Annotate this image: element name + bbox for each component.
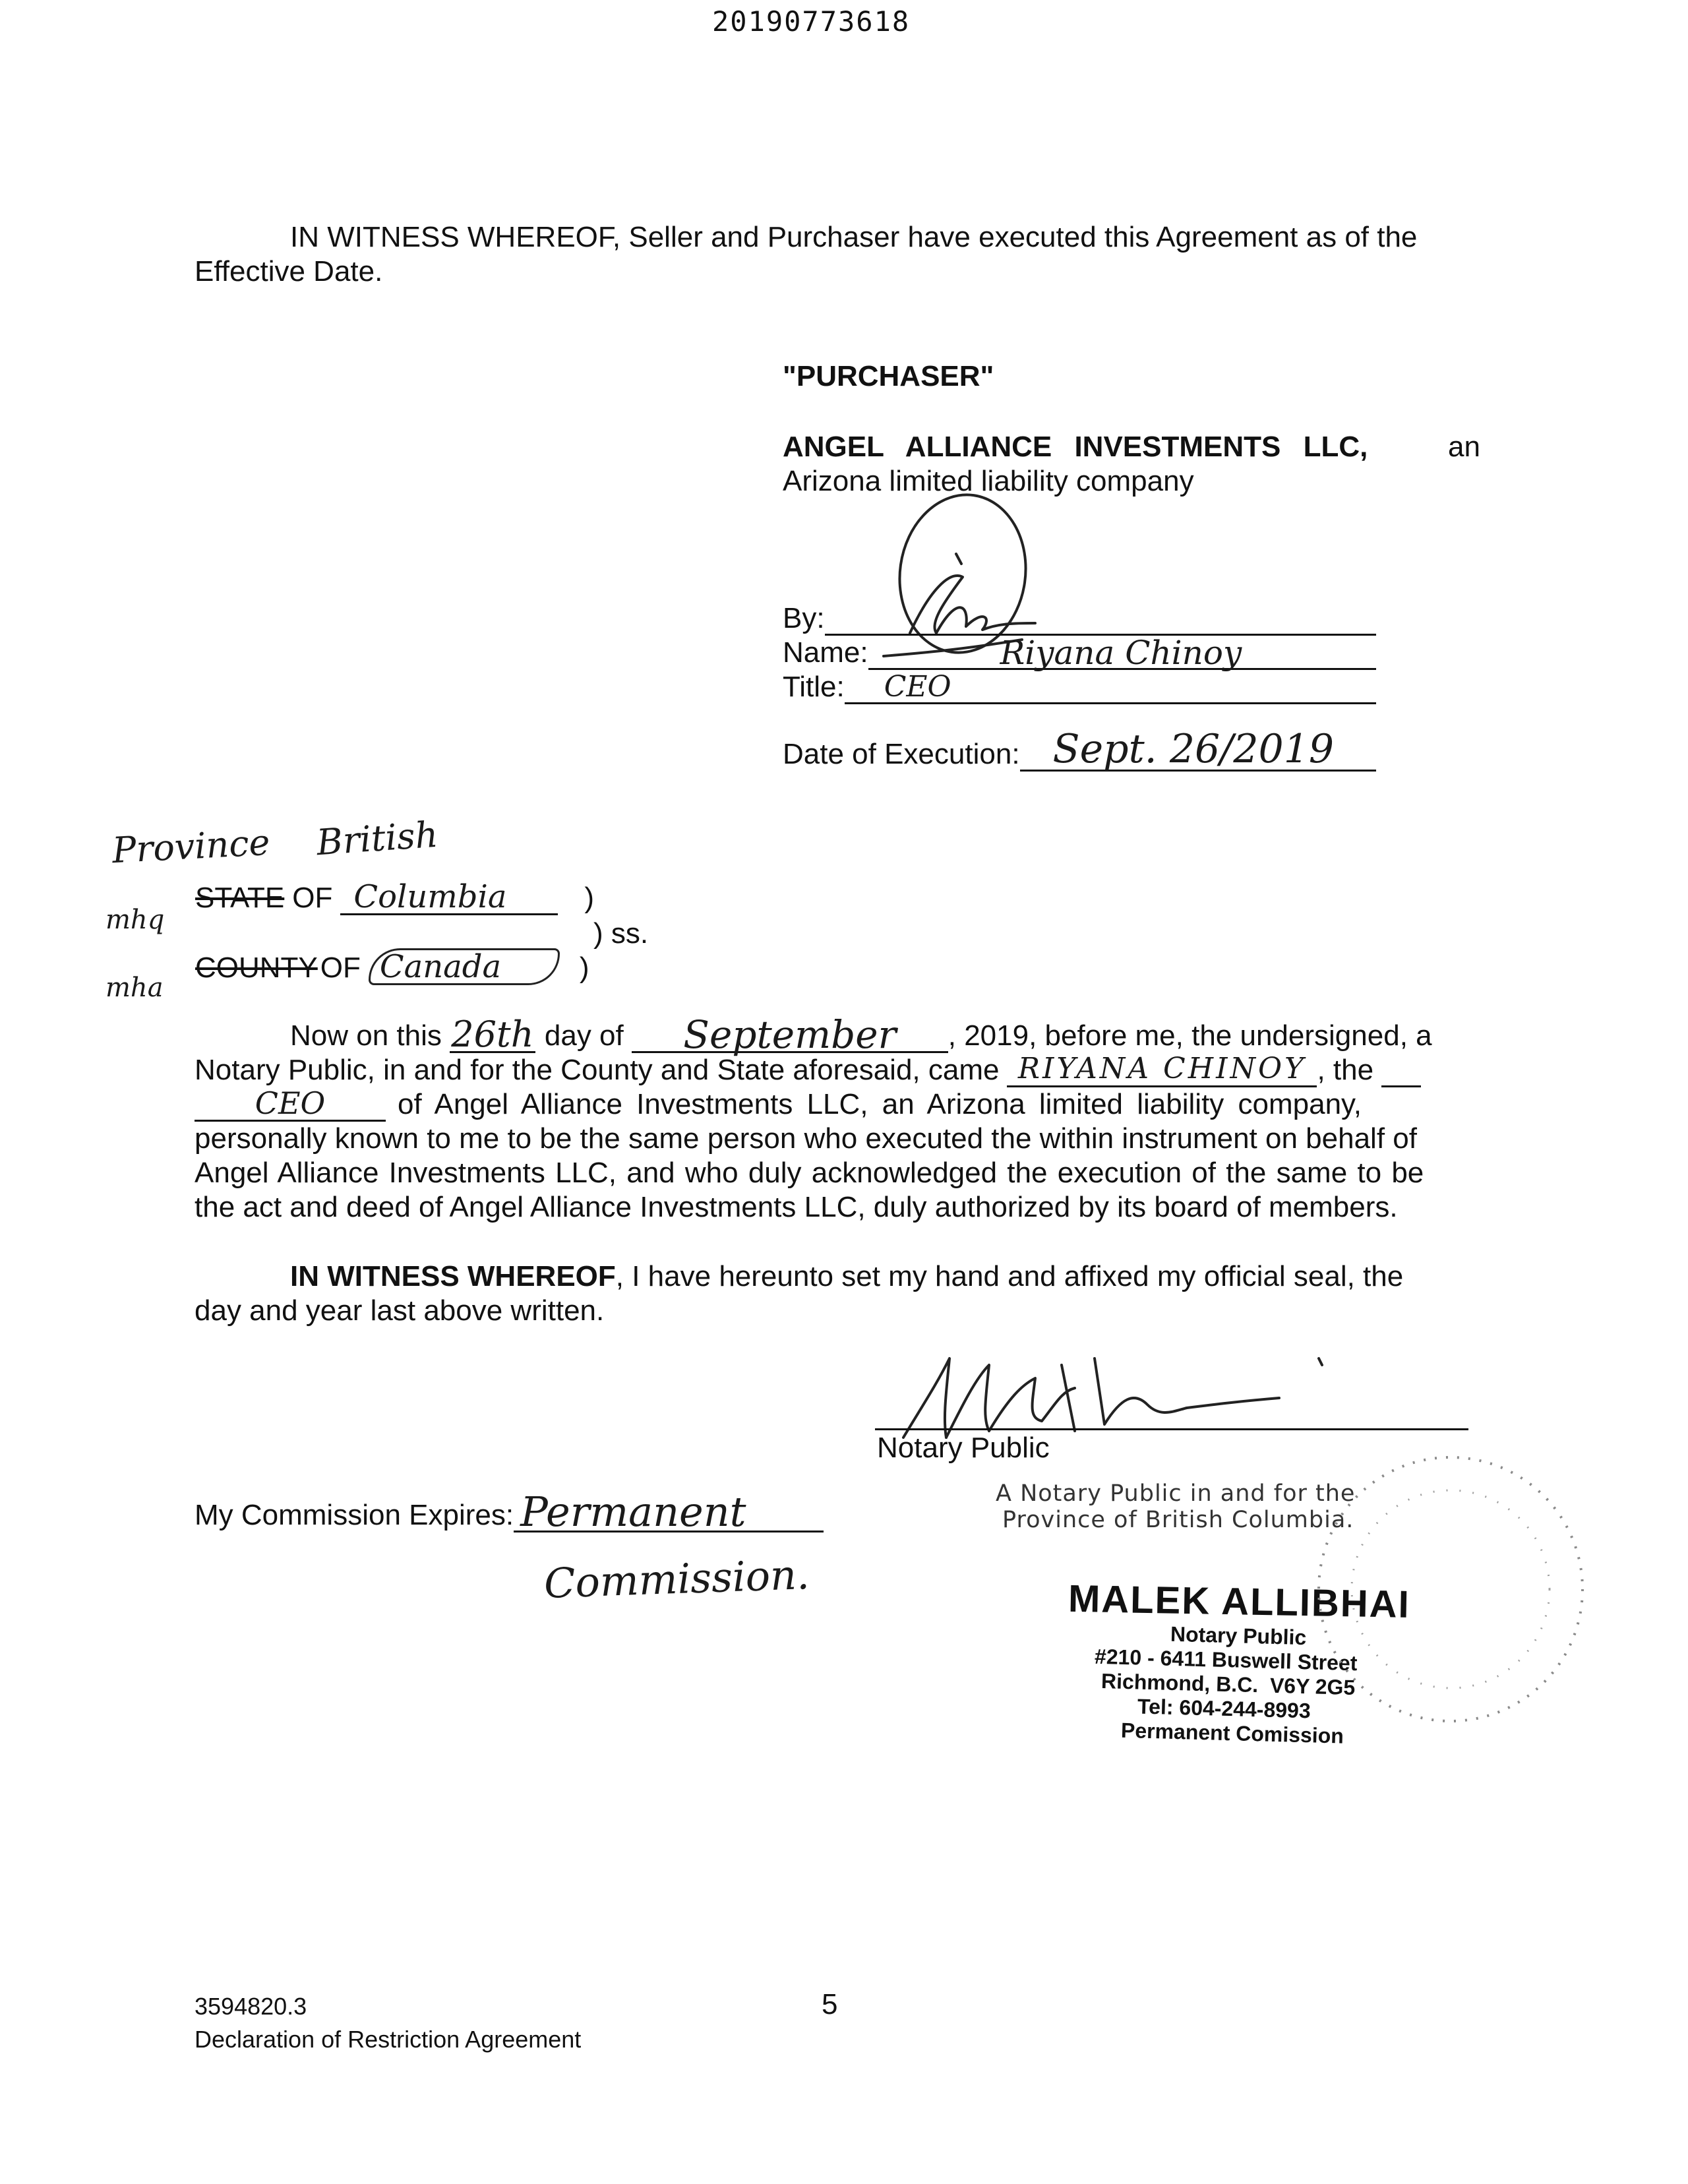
stamp-address2: Richmond, B.C. V6Y 2G5 (1100, 1669, 1356, 1700)
witness-rest: , I have hereunto set my hand and affixed my official seal, the (615, 1260, 1404, 1292)
witness-bold: IN WITNESS WHEREOF (290, 1260, 616, 1292)
stamp-line1: A Notary Public in and for the (996, 1480, 1356, 1507)
purchaser-company (783, 430, 1480, 499)
acknowledgment (195, 1012, 1480, 1225)
commission-value-2: Commission. (543, 1550, 810, 1608)
ss-label: ) ss. (593, 917, 649, 950)
state-of: OF (292, 882, 333, 914)
ack-role: CEO (195, 1087, 386, 1122)
footer-doc-id: 3594820.3 (195, 1993, 307, 2020)
commission-line (195, 1488, 824, 1536)
purchaser-heading: "PURCHASER" (783, 360, 994, 392)
stamp-address1: #210 - 6411 Buswell Street (1094, 1644, 1358, 1676)
stamp-line2: Province of British Columbia. (1002, 1507, 1354, 1533)
stamp-tel: Tel: 604-244-8993 (1137, 1694, 1311, 1723)
witness-notary (195, 1259, 1480, 1328)
company-name: ANGEL ALLIANCE INVESTMENTS LLC, (783, 431, 1368, 463)
ack-line5: Angel Alliance Investments LLC, and who duly acknowledged the execution of the same to be (195, 1157, 1424, 1189)
page-number: 5 (822, 1988, 838, 2020)
ack-day: 26th (450, 1018, 535, 1053)
state-paren: ) (584, 882, 595, 914)
witness-intro (195, 220, 1480, 289)
title-value: CEO (845, 672, 1376, 704)
county-line (195, 948, 589, 985)
notary-seal (1312, 1424, 1602, 1754)
stamp-title: Notary Public (1170, 1622, 1307, 1650)
state-line (195, 880, 594, 915)
by-line (825, 603, 1376, 636)
ack-year: , 2019, before me, the undersigned, a (948, 1019, 1432, 1052)
ack-month: September (632, 1018, 948, 1053)
commission-value: Permanent (514, 1494, 824, 1532)
title-label: Title: (783, 671, 845, 703)
date-value: Sept. 26/2019 (1020, 729, 1376, 772)
initials-county: mha (106, 973, 164, 1003)
date-of-execution (783, 726, 1376, 772)
county-of: OF (320, 952, 361, 984)
witness-intro-line2: Effective Date. (195, 255, 383, 288)
ack-the: , the (1317, 1054, 1374, 1086)
hand-province: Province (111, 821, 271, 872)
ack-blank (1381, 1059, 1421, 1087)
by-label: By: (783, 602, 825, 634)
ack-person: RIYANA CHINOY (1007, 1052, 1317, 1087)
county-value: Canada (369, 948, 560, 985)
name-label: Name: (783, 636, 868, 669)
ack-line6: the act and deed of Angel Alliance Investments LLC, duly authorized by its board of members. (195, 1191, 1398, 1223)
date-label: Date of Execution: (783, 738, 1020, 770)
ack-now: Now on this (290, 1019, 442, 1052)
stamp-name: MALEK ALLIBHAI (1068, 1577, 1411, 1626)
initials-state: mhq (106, 905, 165, 935)
signature-lines (783, 601, 1376, 704)
commission-label: My Commission Expires: (195, 1499, 514, 1531)
ack-notary: Notary Public, in and for the County and State aforesaid, came (195, 1054, 1000, 1086)
ack-line4: personally known to me to be the same person who executed the within instrument on behalf of (195, 1122, 1417, 1155)
hand-british: British (315, 813, 440, 864)
ack-dayof: day of (544, 1019, 624, 1052)
notary-label: Notary Public (877, 1432, 1050, 1464)
witness-line2: day and year last above written. (195, 1294, 605, 1327)
state-label: STATE (195, 882, 285, 914)
witness-intro-line1: IN WITNESS WHEREOF, Seller and Purchaser have executed this Agreement as of the (290, 221, 1418, 253)
document-number: 20190773618 (712, 5, 911, 38)
company-type: Arizona limited liability company (783, 465, 1194, 497)
county-label: COUNTY (195, 952, 318, 984)
county-paren: ) (579, 952, 589, 984)
name-value: Riyana Chinoy (868, 638, 1376, 670)
ack-line3: of Angel Alliance Investments LLC, an Arizona limited liability company, (398, 1088, 1362, 1120)
footer-doc-title: Declaration of Restriction Agreement (195, 2026, 582, 2053)
stamp-commission: Permanent Comission (1120, 1718, 1344, 1748)
state-value: Columbia (340, 880, 558, 915)
company-suffix: an (1448, 431, 1480, 463)
